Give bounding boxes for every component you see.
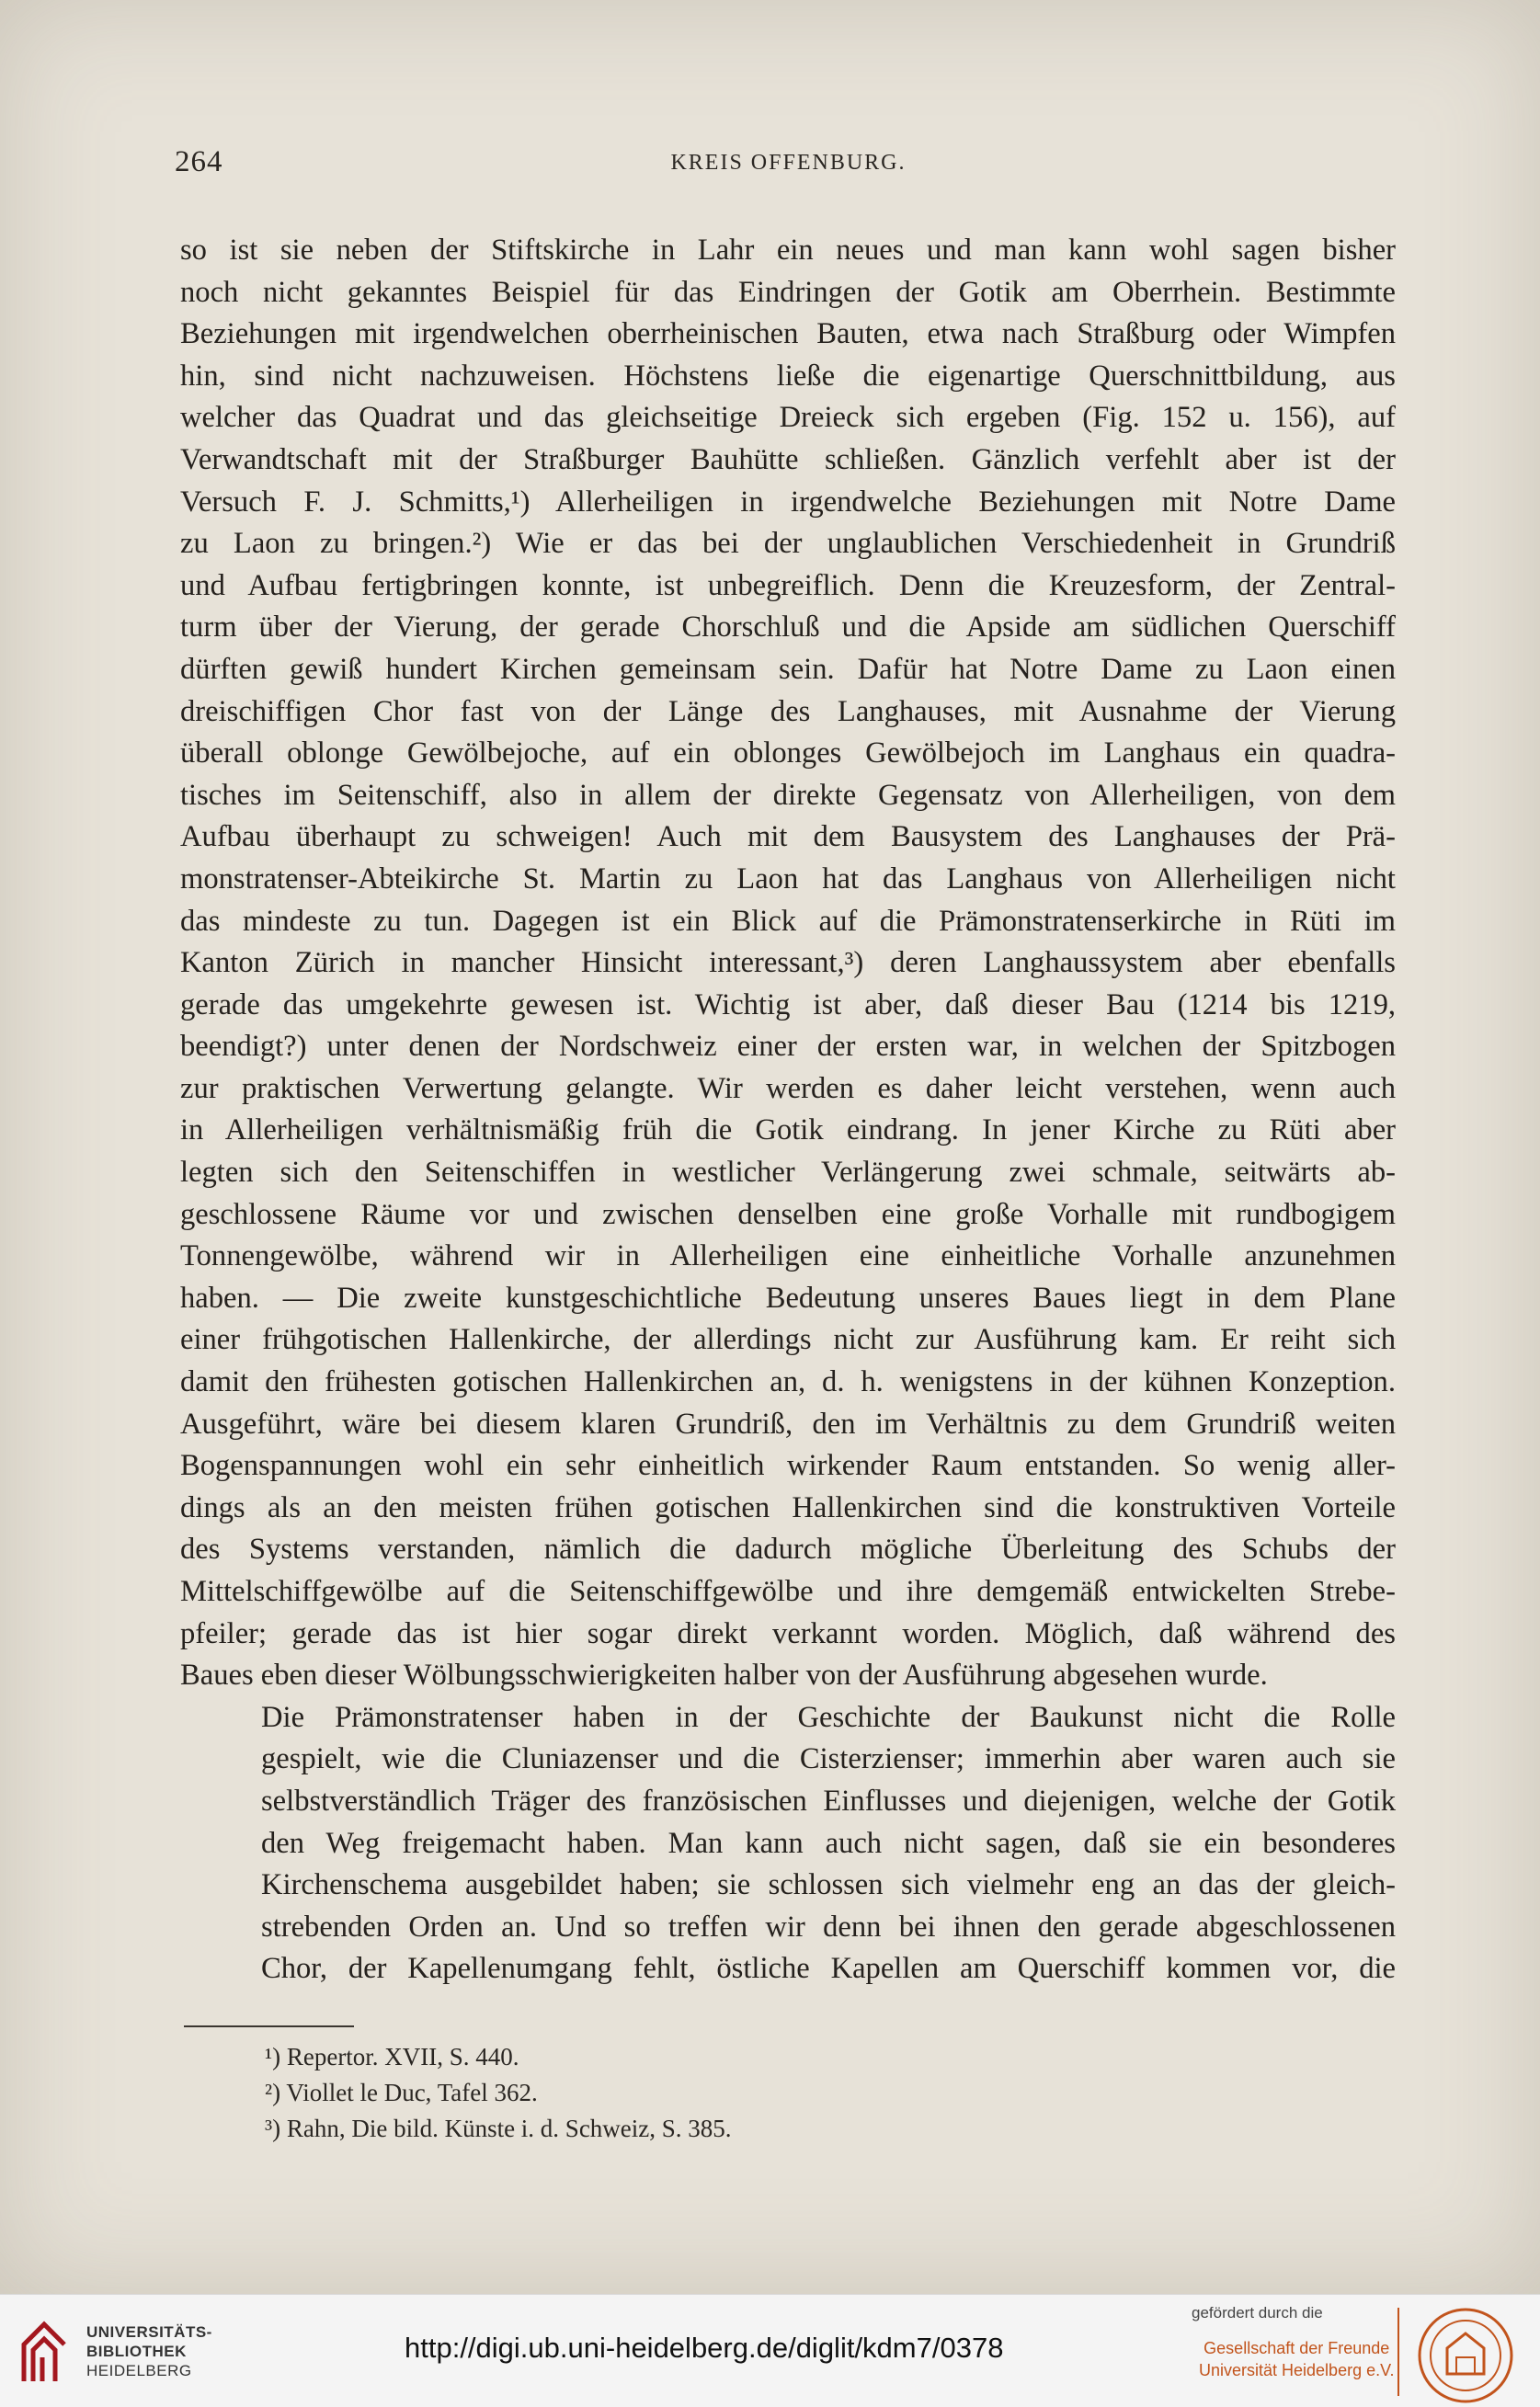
viewer-footer <box>0 2294 1540 2407</box>
permalink-url[interactable]: http://digi.ub.uni-heidelberg.de/diglit/kdm7/0378 <box>405 2332 1004 2364</box>
sponsor-label: gefördert durch die <box>1192 2304 1323 2321</box>
library-name-line: BIBLIOTHEK <box>86 2343 187 2360</box>
text-line: und Aufbau fertigbringen konnte, ist unbegreiflich. Denn die Kreuzesform, der Zentral- <box>180 568 1396 602</box>
running-head: KREIS OFFENBURG. <box>670 151 907 175</box>
footnote-3: ³) Rahn, Die bild. Künste i. d. Schweiz, S. 385. <box>265 2115 732 2142</box>
footnote-2: ²) Viollet le Duc, Tafel 362. <box>265 2079 538 2106</box>
text-line: des Systems verstanden, nämlich die dadurch mögliche Überleitung des Schubs der <box>180 1533 1396 1567</box>
sponsor-name-line: Gesellschaft der Freunde <box>1203 2339 1390 2357</box>
text-line: beendigt?) unter denen der Nordschweiz einer der ersten war, in welchen der Spitzbogen <box>180 1030 1396 1064</box>
text-line: selbstverständlich Träger des französischen Einflusses und diejenigen, welche der Gotik <box>261 1784 1396 1818</box>
library-logo-icon[interactable] <box>17 2317 72 2383</box>
text-line: hin, sind nicht nachzuweisen. Höchstens ließe die eigenartige Querschnittbildung, aus <box>180 359 1396 393</box>
text-line: Mittelschiffgewölbe auf die Seitenschiffgewölbe und ihre demgemäß entwickelten Strebe- <box>180 1575 1396 1608</box>
text-line: noch nicht gekanntes Beispiel für das Eindringen der Gotik am Oberrhein. Bestimmte <box>180 275 1396 309</box>
text-line: Kirchenschema ausgebildet haben; sie schlossen sich vielmehr eng an das der gleich- <box>261 1868 1396 1902</box>
body-text <box>180 230 1396 1991</box>
text-line: welcher das Quadrat und das gleichseitige Dreieck sich ergeben (Fig. 152 u. 156), auf <box>180 401 1396 435</box>
paragraph-1 <box>180 230 1396 1697</box>
text-line: strebenden Orden an. Und so treffen wir denn bei ihnen den gerade abgeschlossenen <box>261 1910 1396 1944</box>
text-line: dreischiffigen Chor fast von der Länge des Langhauses, mit Ausnahme der Vierung <box>180 694 1396 728</box>
text-line: Beziehungen mit irgendwelchen oberrheinischen Bauten, etwa nach Straßburg oder Wimpfen <box>180 317 1396 351</box>
text-line: Die Prämonstratenser haben in der Geschichte der Baukunst nicht die Rolle <box>261 1700 1396 1734</box>
text-line: pfeiler; gerade das ist hier sogar direkt verkannt worden. Möglich, daß während des <box>180 1616 1396 1650</box>
library-name-line: HEIDELBERG <box>86 2362 192 2379</box>
text-line: turm über der Vierung, der gerade Chorschluß und die Apside am südlichen Querschiff <box>180 610 1396 645</box>
text-line: einer frühgotischen Hallenkirche, der allerdings nicht zur Ausführung kam. Er reiht sich <box>180 1323 1396 1357</box>
text-line: so ist sie neben der Stiftskirche in Lahr ein neues und man kann wohl sagen bisher <box>180 234 1396 267</box>
footnote-1: ¹) Repertor. XVII, S. 440. <box>265 2043 519 2070</box>
footer-divider <box>1397 2308 1399 2396</box>
text-line: haben. — Die zweite kunstgeschichtliche Bedeutung unseres Baues liegt in dem Plane <box>180 1281 1396 1315</box>
text-line: Tonnengewölbe, während wir in Allerheiligen eine einheitliche Vorhalle anzunehmen <box>180 1239 1396 1273</box>
sponsor-name-line: Universität Heidelberg e.V. <box>1199 2361 1395 2379</box>
text-line: Verwandtschaft mit der Straßburger Bauhütte schließen. Gänzlich verfehlt aber ist der <box>180 442 1396 476</box>
page-number: 264 <box>175 145 223 178</box>
university-seal-icon <box>1416 2306 1515 2405</box>
text-line: zu Laon zu bringen.²) Wie er das bei der unglaublichen Verschiedenheit in Grundriß <box>180 527 1396 561</box>
text-line: damit den frühesten gotischen Hallenkirchen an, d. h. wenigstens in der kühnen Konzeption. <box>180 1365 1396 1399</box>
library-name-line: UNIVERSITÄTS- <box>86 2323 212 2341</box>
text-line: gerade das umgekehrte gewesen ist. Wichtig ist aber, daß dieser Bau (1214 bis 1219, <box>180 987 1396 1021</box>
text-line: Baues eben dieser Wölbungsschwierigkeiten halber von der Ausführung abgesehen wurde. <box>180 1659 1268 1693</box>
text-line: zur praktischen Verwertung gelangte. Wir werden es daher leicht verstehen, wenn auch <box>180 1071 1396 1105</box>
text-line: den Weg freigemacht haben. Man kann auch nicht sagen, daß sie ein besonderes <box>261 1826 1396 1860</box>
text-line: tisches im Seitenschiff, also in allem der direkte Gegensatz von Allerheiligen, von dem <box>180 778 1396 812</box>
library-name <box>86 2322 212 2380</box>
text-line: Aufbau überhaupt zu schweigen! Auch mit dem Bausystem des Langhauses der Prä- <box>180 820 1396 854</box>
text-line: überall oblonge Gewölbejoche, auf ein oblonges Gewölbejoch im Langhaus ein quadra- <box>180 736 1396 770</box>
text-line: in Allerheiligen verhältnismäßig früh die Gotik eindrang. In jener Kirche zu Rüti aber <box>180 1113 1396 1147</box>
text-line: Ausgeführt, wäre bei diesem klaren Grundriß, den im Verhältnis zu dem Grundriß weiten <box>180 1407 1396 1441</box>
text-line: Chor, der Kapellenumgang fehlt, östliche Kapellen am Querschiff kommen vor, die <box>261 1952 1396 1986</box>
paragraph-2 <box>180 1697 1396 1991</box>
text-line: geschlossene Räume vor und zwischen denselben eine große Vorhalle mit rundbogigem <box>180 1197 1396 1231</box>
text-line: das mindeste zu tun. Dagegen ist ein Blick auf die Prämonstratenserkirche in Rüti im <box>180 904 1396 938</box>
sponsor-name[interactable] <box>1199 2337 1394 2381</box>
text-line: legten sich den Seitenschiffen in westlicher Verlängerung zwei schmale, seitwärts ab- <box>180 1156 1396 1190</box>
text-line: monstratenser-Abteikirche St. Martin zu Laon hat das Langhaus von Allerheiligen nicht <box>180 861 1396 895</box>
footnote-rule <box>184 2025 354 2027</box>
text-line: gespielt, wie die Cluniazenser und die Cisterzienser; immerhin aber waren auch sie <box>261 1742 1396 1776</box>
text-line: Kanton Zürich in mancher Hinsicht interessant,³) deren Langhaussystem aber ebenfalls <box>180 946 1396 980</box>
text-line: Bogenspannungen wohl ein sehr einheitlich wirkender Raum entstanden. So wenig aller- <box>180 1449 1396 1483</box>
text-line: dürften gewiß hundert Kirchen gemeinsam sein. Dafür hat Notre Dame zu Laon einen <box>180 652 1396 686</box>
page-header <box>175 145 1402 182</box>
text-line: Versuch F. J. Schmitts,¹) Allerheiligen in irgendwelche Beziehungen mit Notre Dame <box>180 485 1396 519</box>
text-line: dings als an den meisten frühen gotischen Hallenkirchen sind die konstruktiven Vorteile <box>180 1490 1396 1524</box>
footnotes <box>265 2039 1092 2147</box>
